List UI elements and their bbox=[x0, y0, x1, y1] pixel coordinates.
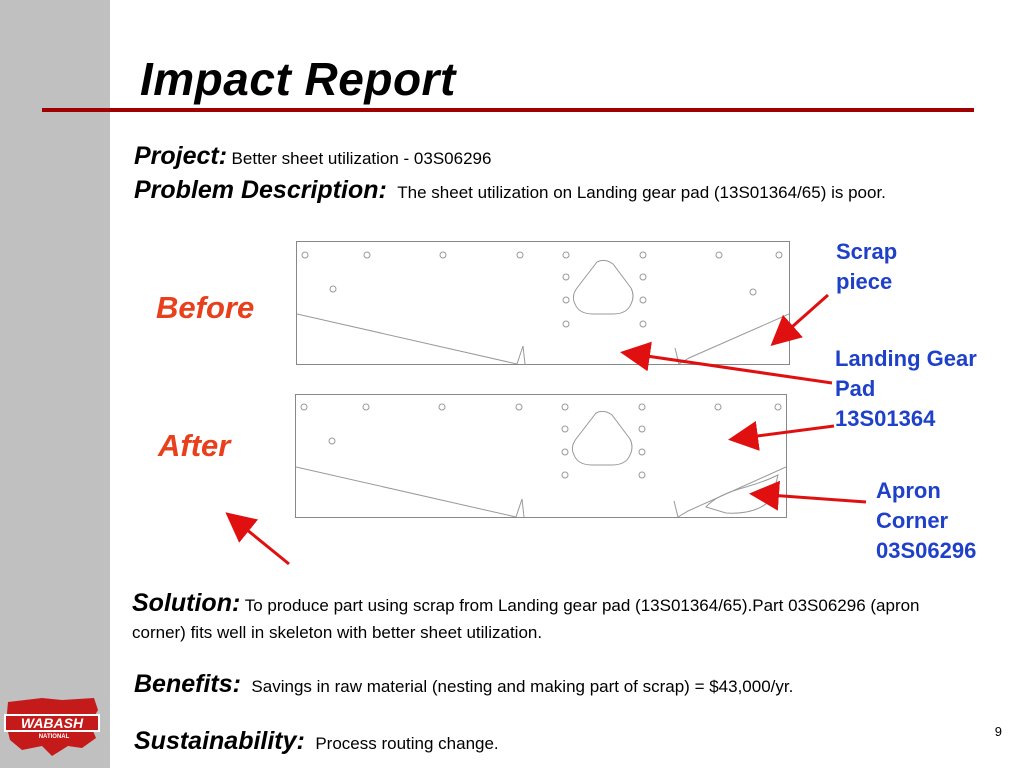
before-label: Before bbox=[156, 290, 255, 325]
project-label: Project: bbox=[134, 142, 228, 170]
project-text: Better sheet utilization - 03S06296 bbox=[231, 149, 492, 168]
landing-before-arrow bbox=[626, 353, 832, 383]
solution-label: Solution: bbox=[132, 589, 241, 617]
landing-callout-line-2: Pad bbox=[835, 376, 876, 401]
apron-arrow bbox=[755, 494, 866, 502]
slide-title: Impact Report bbox=[140, 53, 456, 105]
apron-callout-line-1: Apron bbox=[876, 478, 941, 503]
benefits-label: Benefits: bbox=[134, 670, 241, 698]
apron-callout-line-3: 03S06296 bbox=[876, 538, 977, 563]
landing-callout-line-1: Landing Gear bbox=[835, 346, 977, 371]
diagonal-arrow bbox=[230, 516, 289, 564]
benefits-text: Savings in raw material (nesting and making part of scrap) = $43,000/yr. bbox=[251, 677, 794, 696]
apron-callout-line-2: Corner bbox=[876, 508, 949, 533]
logo-text: WABASH bbox=[20, 715, 84, 731]
scrap-callout-line-1: Scrap bbox=[836, 239, 898, 264]
sustainability-text: Process routing change. bbox=[315, 734, 499, 753]
logo-subtext: NATIONAL bbox=[38, 734, 70, 740]
solution-paragraph bbox=[132, 590, 922, 646]
benefits-line bbox=[134, 670, 793, 699]
sustainability-line bbox=[134, 727, 499, 756]
page-number: 9 bbox=[994, 724, 1002, 739]
scrap-arrow bbox=[775, 295, 828, 342]
problem-text: The sheet utilization on Landing gear pad (13S01364/65) is poor. bbox=[397, 183, 886, 202]
problem-label: Problem Description: bbox=[134, 176, 387, 204]
scrap-callout-line-2: piece bbox=[836, 269, 893, 294]
landing-after-arrow bbox=[734, 426, 834, 439]
wabash-logo bbox=[2, 694, 102, 758]
landing-callout-line-3: 13S01364 bbox=[835, 406, 936, 431]
after-label: After bbox=[158, 428, 231, 463]
sustainability-label: Sustainability: bbox=[134, 727, 305, 755]
solution-text: To produce part using scrap from Landing gear pad (13S01364/65).Part 03S06296 (apron corner) fits well in skeleton with better sheet utilization. bbox=[132, 596, 920, 642]
